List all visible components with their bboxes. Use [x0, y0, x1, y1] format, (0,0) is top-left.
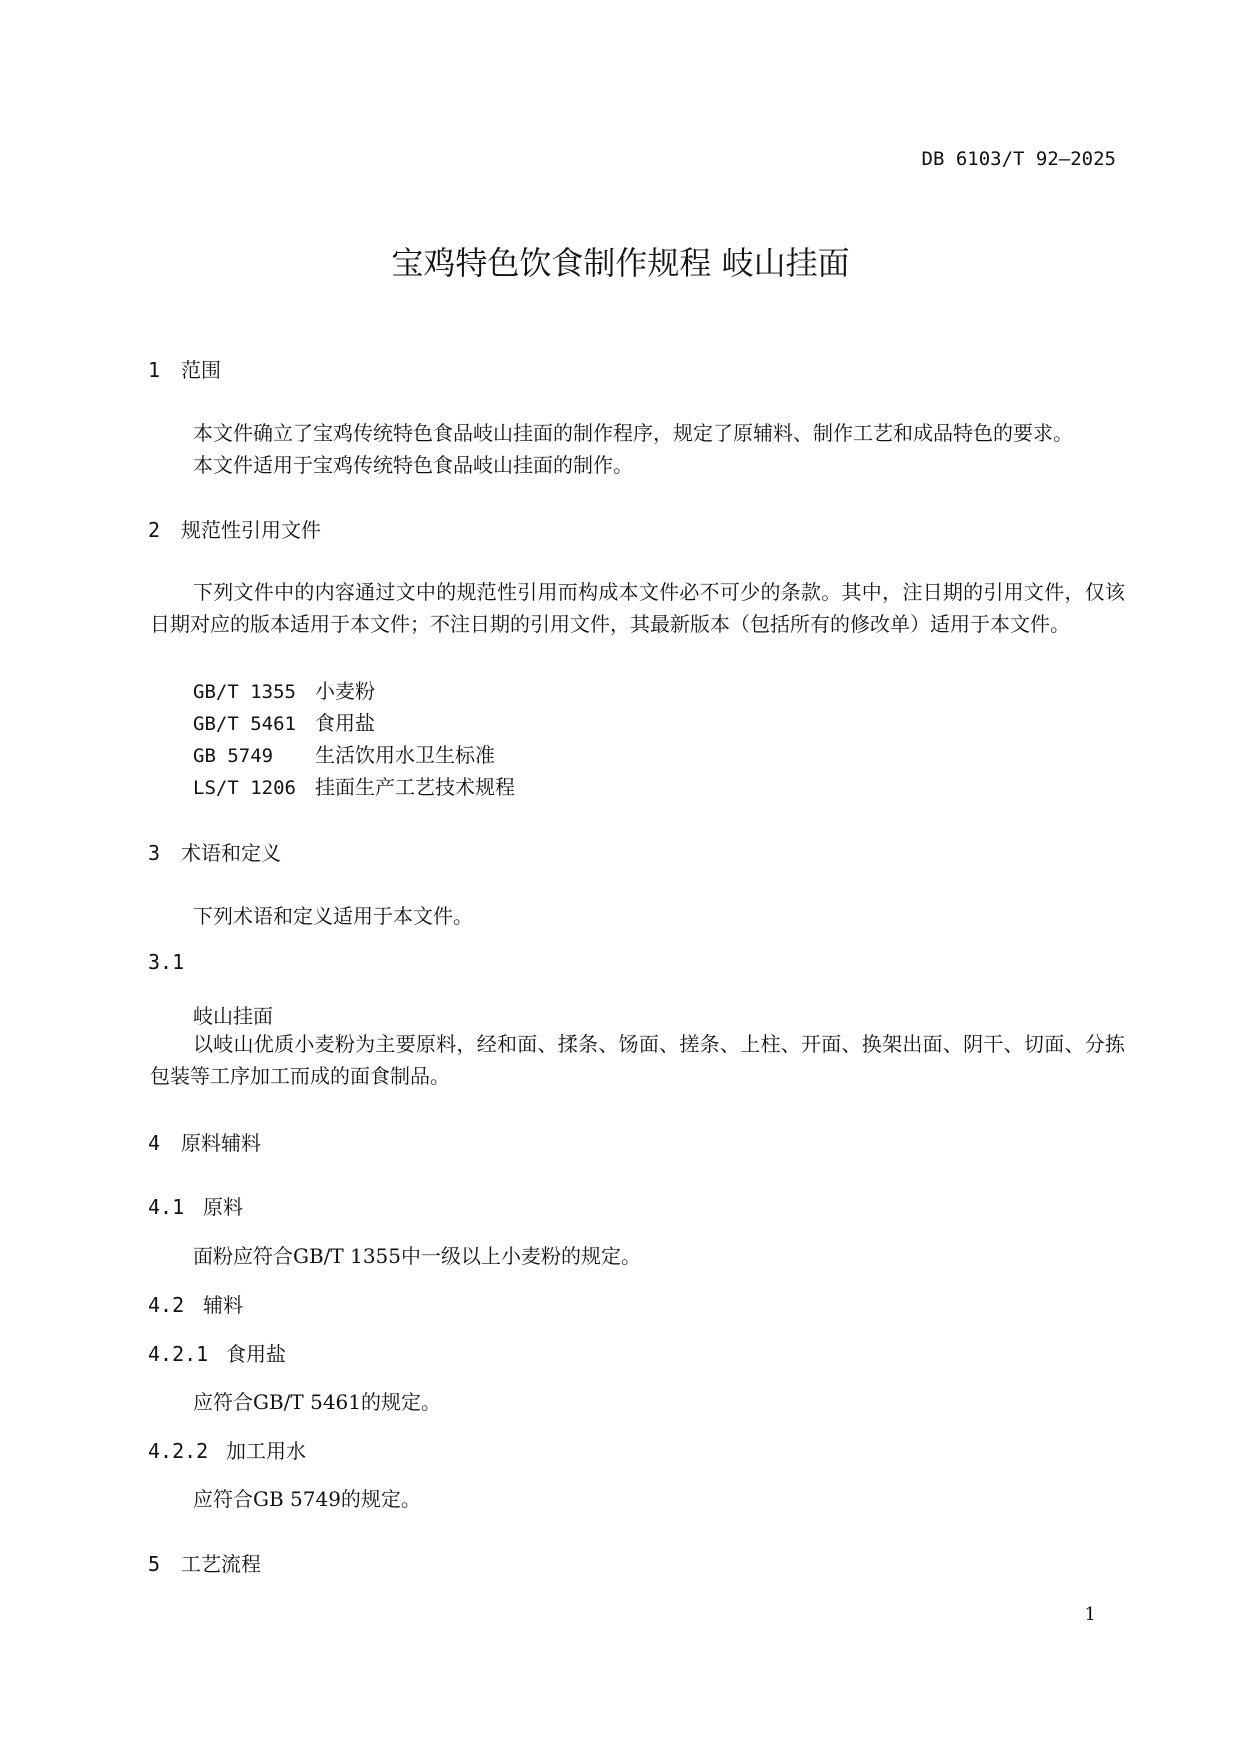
section-title: 原料辅料	[181, 1131, 261, 1155]
reference-code: GB/T 5461	[193, 713, 296, 735]
reference-name: 挂面生产工艺技术规程	[315, 775, 515, 799]
reference-item	[193, 771, 515, 800]
subsection-4-1-heading	[148, 1191, 243, 1220]
reference-code: GB/T 1355	[193, 681, 296, 703]
reference-item	[193, 675, 375, 704]
section-1-paragraph-1: 本文件确立了宝鸡传统特色食品岐山挂面的制作程序，规定了原辅料、制作工艺和成品特色的要求。	[193, 421, 1073, 445]
section-number: 4	[148, 1131, 161, 1155]
subsection-4-2-2-text: 应符合GB 5749的规定。	[193, 1487, 421, 1511]
section-number: 3	[148, 841, 161, 865]
section-number: 4.2.2	[148, 1439, 209, 1463]
reference-item	[193, 739, 495, 768]
term-title: 岐山挂面	[193, 1004, 273, 1028]
section-title: 原料	[203, 1195, 243, 1219]
section-number: 4.2	[148, 1293, 185, 1317]
section-number: 2	[148, 518, 161, 542]
section-number: 1	[148, 358, 161, 382]
section-number: 3.1	[148, 950, 185, 974]
section-3-intro: 下列术语和定义适用于本文件。	[193, 904, 473, 928]
section-2-intro: 下列文件中的内容通过文中的规范性引用而构成本文件必不可少的条款。其中，注日期的引用文件，仅该日期对应的版本适用于本文件；不注日期的引用文件，其最新版本（包括所有的修改单）适用于本文件。	[150, 580, 1125, 636]
subsection-4-2-1-text: 应符合GB/T 5461的规定。	[193, 1390, 442, 1414]
reference-code: GB 5749	[193, 745, 274, 767]
section-5-heading	[148, 1548, 261, 1577]
section-3-heading	[148, 837, 281, 866]
section-4-heading	[148, 1127, 261, 1156]
subsection-4-2-1-heading	[148, 1338, 286, 1367]
section-number: 4.1	[148, 1195, 185, 1219]
section-number: 4.2.1	[148, 1342, 209, 1366]
section-title: 辅料	[203, 1293, 243, 1317]
section-number: 5	[148, 1552, 161, 1576]
section-title: 规范性引用文件	[181, 518, 321, 542]
section-title: 工艺流程	[181, 1552, 261, 1576]
reference-code: LS/T 1206	[193, 777, 296, 799]
section-2-heading	[148, 514, 321, 543]
section-1-heading	[148, 354, 221, 383]
section-title: 范围	[181, 358, 221, 382]
section-title: 加工用水	[226, 1439, 306, 1463]
page-title: 宝鸡特色饮食制作规程 岐山挂面	[391, 244, 850, 282]
reference-item	[193, 707, 375, 736]
section-title: 术语和定义	[181, 841, 281, 865]
page-number: 1	[1084, 1604, 1096, 1625]
subsection-3-1-number	[148, 950, 203, 974]
section-1-paragraph-2: 本文件适用于宝鸡传统特色食品岐山挂面的制作。	[193, 453, 633, 477]
subsection-4-1-text: 面粉应符合GB/T 1355中一级以上小麦粉的规定。	[193, 1244, 642, 1268]
section-title: 食用盐	[226, 1342, 286, 1366]
term-definition: 以岐山优质小麦粉为主要原料，经和面、揉条、饧面、搓条、上柱、开面、换架出面、阴干、切面、分拣包装等工序加工而成的面食制品。	[150, 1032, 1125, 1088]
subsection-4-2-heading	[148, 1289, 243, 1318]
subsection-4-2-2-heading	[148, 1435, 306, 1464]
reference-name: 生活饮用水卫生标准	[315, 743, 495, 767]
reference-name: 食用盐	[315, 711, 375, 735]
document-number: DB 6103/T 92—2025	[921, 148, 1116, 170]
reference-name: 小麦粉	[315, 679, 375, 703]
